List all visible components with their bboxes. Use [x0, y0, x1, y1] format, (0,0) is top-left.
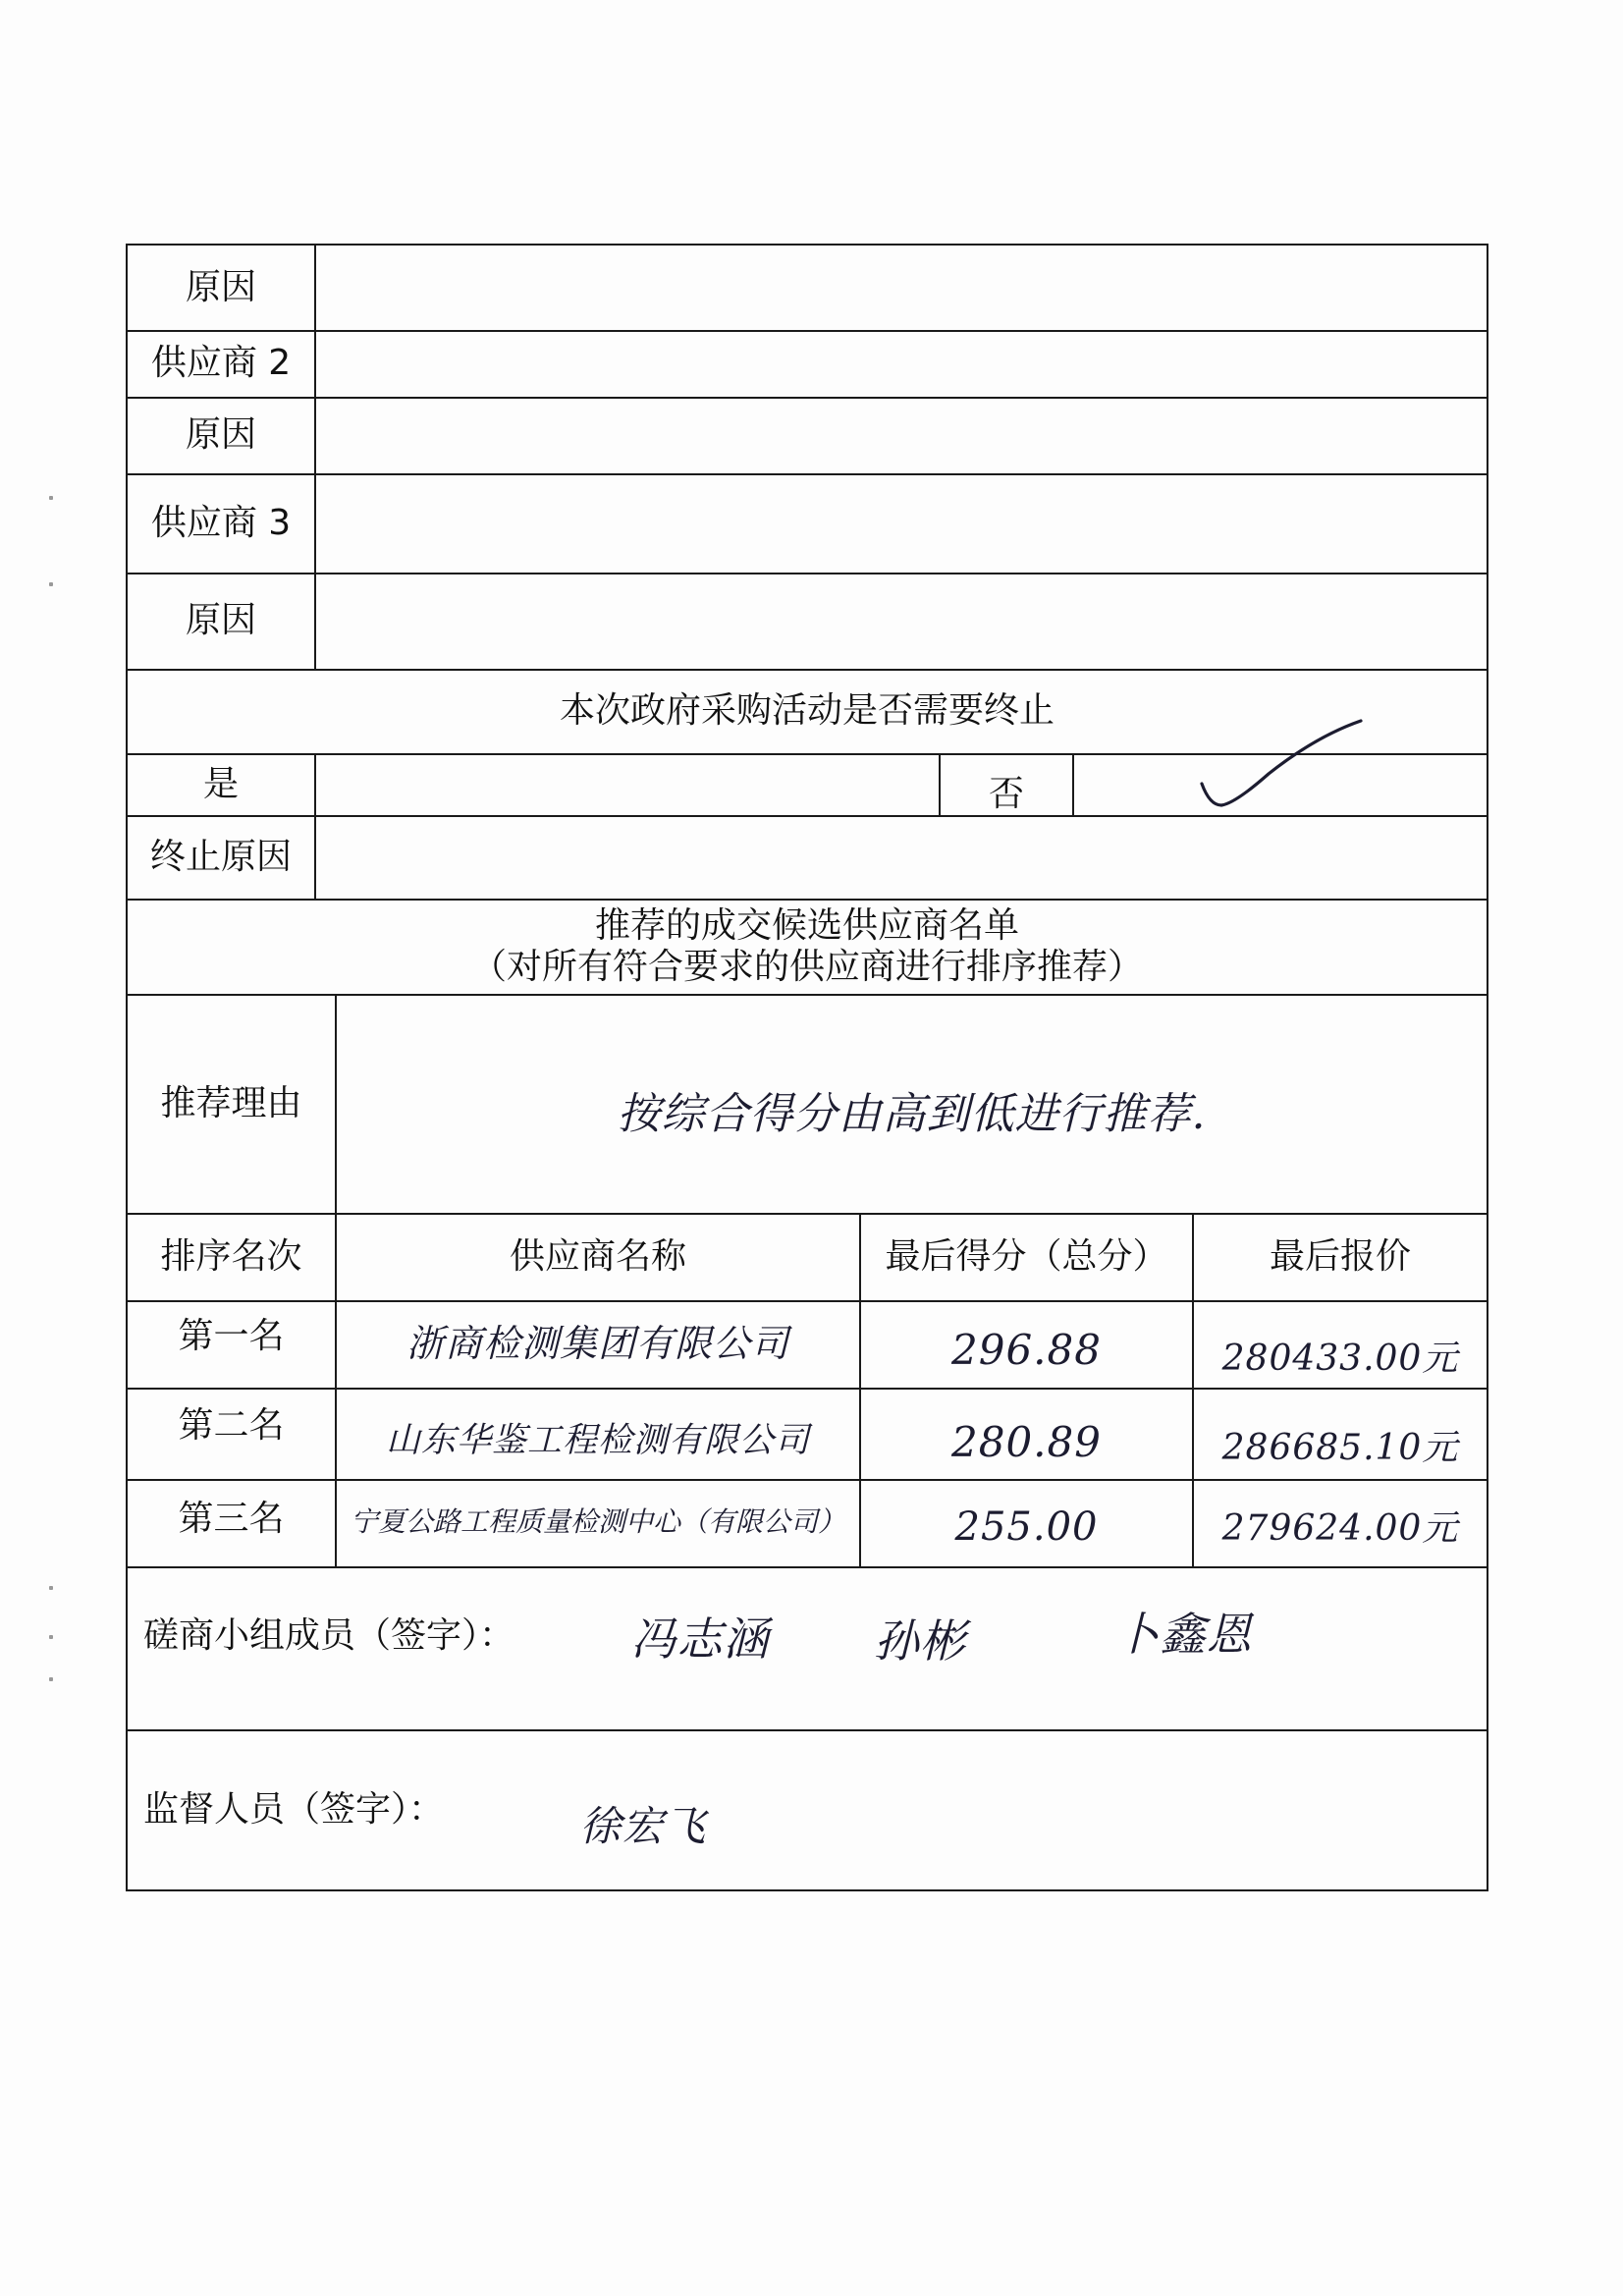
- column-header-supplier: 供应商名称: [509, 1235, 686, 1277]
- supplier-name-3[interactable]: 宁夏公路工程质量检测中心（有限公司）: [350, 1505, 845, 1539]
- scan-speck: [49, 1635, 53, 1639]
- panel-signature-1[interactable]: 冯志涵: [630, 1612, 770, 1666]
- yes-field[interactable]: [316, 753, 939, 815]
- scan-speck: [49, 496, 53, 500]
- price-3[interactable]: 279624.00元: [1221, 1507, 1459, 1549]
- score-2[interactable]: 280.89: [951, 1418, 1102, 1467]
- supplier-3-label: 供应商 3: [150, 502, 292, 543]
- reason-field-3[interactable]: [316, 573, 1487, 669]
- termination-heading: 本次政府采购活动是否需要终止: [559, 690, 1055, 732]
- scan-speck: [49, 1586, 53, 1590]
- reason-field-1[interactable]: [316, 246, 1487, 330]
- recommendation-heading-line2: （对所有符合要求的供应商进行排序推荐）: [470, 946, 1143, 987]
- reason-field-2[interactable]: [316, 397, 1487, 473]
- supplier-2-field[interactable]: [316, 330, 1487, 397]
- price-2[interactable]: 286685.10元: [1221, 1427, 1459, 1468]
- termination-reason-field[interactable]: [316, 815, 1487, 899]
- supplier-name-1[interactable]: 浙商检测集团有限公司: [406, 1321, 789, 1365]
- supplier-3-field[interactable]: [316, 473, 1487, 573]
- reason-label-2: 原因: [185, 414, 256, 456]
- rank-1: 第一名: [178, 1315, 285, 1356]
- supervisor-signature[interactable]: 徐宏飞: [579, 1802, 707, 1851]
- score-1[interactable]: 296.88: [951, 1326, 1102, 1375]
- reason-label-3: 原因: [185, 600, 256, 641]
- column-header-score: 最后得分（总分）: [885, 1235, 1168, 1277]
- recommendation-reason-label: 推荐理由: [160, 1082, 302, 1123]
- column-header-price: 最后报价: [1269, 1235, 1411, 1277]
- termination-reason-label: 终止原因: [149, 836, 292, 877]
- score-3[interactable]: 255.00: [954, 1503, 1099, 1550]
- supervisor-signature-label: 监督人员（签字）：: [143, 1788, 445, 1830]
- rank-2: 第二名: [178, 1404, 285, 1446]
- scan-speck: [49, 1677, 53, 1681]
- no-label: 否: [988, 773, 1024, 814]
- checkmark-icon: [1188, 715, 1424, 823]
- panel-signature-label: 磋商小组成员（签字）：: [143, 1615, 515, 1657]
- panel-signature-2[interactable]: 孙彬: [874, 1613, 966, 1667]
- form-table: [126, 244, 1488, 1891]
- recommendation-reason-text[interactable]: 按综合得分由高到低进行推荐.: [617, 1089, 1207, 1140]
- yes-label: 是: [202, 763, 239, 804]
- scan-speck: [49, 582, 53, 586]
- panel-signature-3[interactable]: 卜鑫恩: [1113, 1607, 1253, 1661]
- price-1[interactable]: 280433.00元: [1221, 1338, 1459, 1379]
- supplier-2-label: 供应商 2: [150, 343, 292, 384]
- recommendation-heading-line1: 推荐的成交候选供应商名单: [594, 905, 1019, 947]
- rank-3: 第三名: [178, 1498, 285, 1539]
- reason-label-1: 原因: [185, 267, 256, 308]
- column-header-rank: 排序名次: [160, 1235, 302, 1277]
- supplier-name-2[interactable]: 山东华鉴工程检测有限公司: [385, 1421, 810, 1461]
- recommendation-heading: [128, 899, 1487, 994]
